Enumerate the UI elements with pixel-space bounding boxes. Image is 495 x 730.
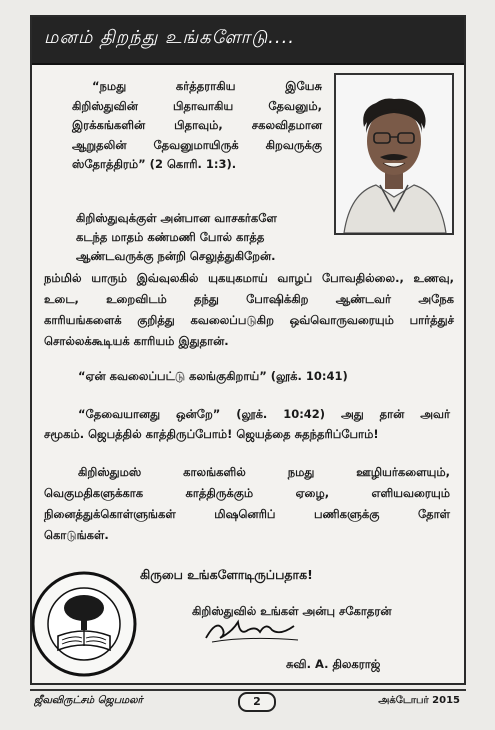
paragraph-line: வெகுமதிகளுக்காக காத்திருக்கும் ஏழை, எளியவரையும்: [44, 486, 450, 500]
portrait-image: [336, 75, 452, 233]
closing-line: கிறிஸ்துவில் உங்கள் அன்பு சகோதரன்: [192, 604, 392, 618]
verse-luke-10-41: “ஏன் கவலைப்பட்டு கலங்குகிறாய்” (லூக். 10:41): [78, 369, 348, 383]
publication-name: ஜீவவிருட்சம் ஜெபமலர்: [34, 695, 143, 706]
paragraph-line: கிறிஸ்துவுக்குள் அன்பான வாசகர்களே: [76, 211, 277, 225]
quote-line: “நமது கர்த்தராகிய இயேசு: [92, 79, 322, 93]
paragraph-line: சொல்லக்கூடியக் காரியம் இதுதான்.: [44, 334, 229, 348]
paragraph-line: கொடுங்கள்.: [44, 528, 109, 542]
quote-line: ஸ்தோத்திரம்” (2 கொரி. 1:3).: [72, 157, 237, 171]
header-bar: [32, 17, 464, 65]
paragraph-line: நினைத்துக்கொள்ளுங்கள் மிஷனெரிப் பணிகளுக்கு தோள்: [44, 507, 450, 521]
paragraph-line: கடந்த மாதம் கண்மணி போல் காத்த: [76, 230, 265, 244]
blessing-line: கிருபை உங்களோடிருப்பதாக!: [140, 567, 313, 582]
paragraph-line: கிறிஸ்துமஸ் காலங்களில் நமது ஊழியர்களையும்,: [78, 465, 450, 479]
page-number: 2: [238, 692, 276, 712]
paragraph-line: நம்மில் யாரும் இவ்வுலகில் யுகயுகமாய் வாழப் போவதில்லை., உணவு,: [44, 271, 454, 285]
author-photo: [334, 73, 454, 235]
quote-line: ஆறுதலின் தேவனுமாயிருக் கிறவருக்கு: [72, 137, 322, 152]
opening-quote: [72, 77, 322, 175]
verse-luke-10-42: “தேவையானது ஒன்றே” (லூக். 10:42) அது தான் அவர்: [78, 407, 450, 421]
paragraph-line: காரியங்களைக் குறித்து கவலைப்படுகிற ஒவ்வொருவரையும் பார்த்துச்: [44, 313, 454, 327]
paragraph-line: சமூகம். ஜெபத்தில் காத்திருப்போம்! ஜெயத்தை சுதந்தரிப்போம்!: [44, 427, 379, 441]
quote-line: கிறிஸ்துவின் பிதாவாகிய தேவனும்,: [72, 98, 322, 113]
quote-line: இரக்கங்களின் பிதாவும், சகலவிதமான: [72, 118, 322, 132]
page-footer: [30, 689, 466, 713]
signature-image: [198, 612, 318, 648]
paragraph-line: உடை, உறைவிடம் தந்து போஷிக்கிற ஆண்டவர் அநேக: [44, 292, 454, 306]
paragraph-line: ஆண்டவருக்கு நன்றி செலுத்துகிறேன்.: [76, 249, 276, 263]
issue-date: அக்டோபர் 2015: [378, 695, 460, 706]
page-title: மனம் திறந்து உங்களோடு....: [44, 27, 296, 48]
signature-name: சுவி. A. திலகராஜ்: [286, 657, 381, 671]
ministry-seal-logo: [30, 570, 138, 678]
